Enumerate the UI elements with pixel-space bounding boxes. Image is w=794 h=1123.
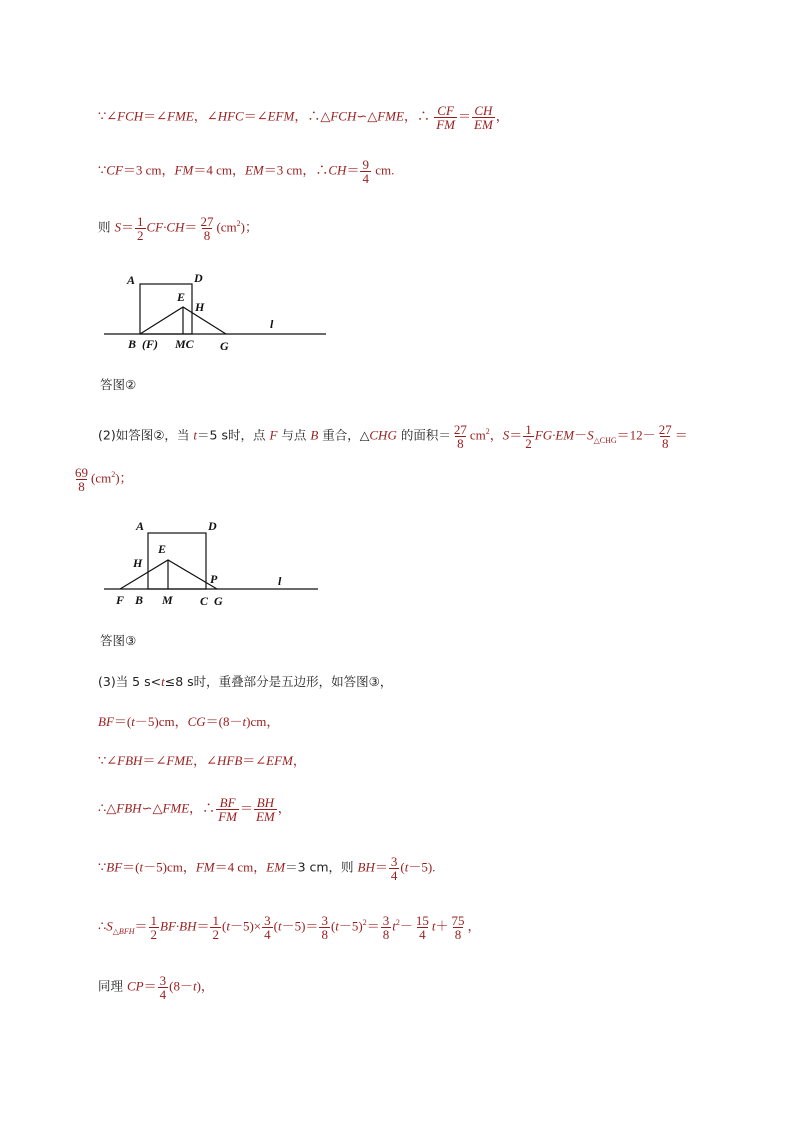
fraction xyxy=(434,104,457,131)
label-a: A xyxy=(136,519,145,533)
text: ＋ xyxy=(435,918,449,934)
numerator: 1 xyxy=(137,214,144,229)
fraction xyxy=(254,796,277,823)
text: ＝∠ xyxy=(243,108,268,124)
denominator: 8 xyxy=(78,479,85,494)
text: t xyxy=(431,918,436,934)
label-l: l xyxy=(270,317,274,331)
superscript: 2 xyxy=(362,918,367,928)
text: CF xyxy=(106,162,123,178)
denominator: 2 xyxy=(212,927,219,942)
fraction xyxy=(657,423,674,450)
text: ， xyxy=(277,800,291,816)
text: CP xyxy=(126,978,144,994)
subscript: △CHG xyxy=(593,436,617,446)
text: ＝( xyxy=(122,859,140,875)
figure-3-caption: 答图③ xyxy=(100,633,137,648)
denominator: 8 xyxy=(203,228,211,243)
fraction xyxy=(360,158,371,185)
part-3-line-2 xyxy=(98,713,279,731)
text: FCH xyxy=(330,108,357,124)
numerator: 3 xyxy=(321,913,328,928)
text: 重合，△ xyxy=(318,427,370,443)
label-c: C xyxy=(200,594,209,608)
figure-3 xyxy=(100,515,330,614)
text: ＝5 s时，点 xyxy=(197,427,270,443)
part-3-line-6 xyxy=(98,914,481,941)
text: ＝ xyxy=(374,859,388,875)
text: )； xyxy=(240,219,258,235)
text: ，∴ xyxy=(403,108,430,124)
text: )， xyxy=(196,978,214,994)
fraction xyxy=(135,215,146,242)
text: EM xyxy=(244,162,264,178)
denominator: 4 xyxy=(419,927,426,942)
text: B xyxy=(310,427,319,443)
fraction xyxy=(210,914,221,941)
text: FG·EM xyxy=(534,427,575,443)
numerator: 15 xyxy=(415,913,429,928)
text: ， xyxy=(467,918,481,934)
text: ＝4 cm， xyxy=(193,162,245,178)
denominator: 2 xyxy=(137,228,144,243)
text: ， xyxy=(495,108,509,124)
numerator: 3 xyxy=(159,973,167,988)
text: ，∴ xyxy=(189,800,216,816)
superscript: 2 xyxy=(395,918,400,928)
text: S xyxy=(502,427,510,443)
denominator: FM xyxy=(218,809,237,824)
text: ∴△ xyxy=(98,800,117,816)
square-abcd xyxy=(148,533,206,589)
denominator: 8 xyxy=(321,927,328,942)
text: BH xyxy=(357,859,375,875)
text: ∵ xyxy=(98,162,107,178)
text: (2)如答图②，当 xyxy=(98,427,194,443)
text: －5). xyxy=(408,859,436,875)
label-b: B xyxy=(128,337,137,351)
label-e: E xyxy=(177,290,186,304)
fraction xyxy=(381,914,392,941)
label-f: (F) xyxy=(142,337,158,351)
text: ＝3 cm，则 xyxy=(285,859,358,875)
text: (cm xyxy=(91,470,112,486)
text: ＝ xyxy=(134,918,148,934)
text: － xyxy=(399,918,413,934)
label-p: P xyxy=(210,572,218,586)
text: ＝4 cm， xyxy=(214,859,267,875)
fraction xyxy=(73,466,90,493)
numerator: 75 xyxy=(451,913,465,928)
label-e: E xyxy=(158,542,167,556)
text: (3)当 5 s< xyxy=(98,674,162,689)
text: －5) xyxy=(338,918,363,934)
text: t xyxy=(277,918,282,934)
figure-2-diagram xyxy=(100,266,330,356)
fraction xyxy=(262,914,273,941)
text: t xyxy=(193,427,198,443)
numerator: 1 xyxy=(212,913,219,928)
text: FM xyxy=(174,162,194,178)
numerator: 27 xyxy=(658,422,672,437)
part-3-line-5 xyxy=(98,855,435,882)
text: FBH xyxy=(116,800,142,816)
fraction xyxy=(198,215,215,242)
label-d: D xyxy=(208,519,217,533)
numerator: 1 xyxy=(525,422,532,437)
numerator: 69 xyxy=(75,465,88,480)
text: S xyxy=(114,219,121,235)
superscript: 2 xyxy=(485,427,490,437)
numerator: 9 xyxy=(362,157,369,172)
text: cm xyxy=(469,427,486,443)
numerator: 27 xyxy=(453,422,467,437)
numerator: 3 xyxy=(382,913,390,928)
text: F xyxy=(269,427,278,443)
denominator: 8 xyxy=(661,436,669,451)
numerator: BF xyxy=(219,795,236,810)
text: EFM xyxy=(266,753,293,768)
text: ∴ xyxy=(98,918,107,934)
text: CH xyxy=(328,162,347,178)
label-a: A xyxy=(127,273,136,287)
text: ( xyxy=(221,918,227,934)
label-h: H xyxy=(195,300,205,314)
text: t xyxy=(139,859,144,875)
label-h: H xyxy=(133,556,143,570)
text: ＝( xyxy=(113,714,132,729)
text: ＝12－ xyxy=(616,427,656,443)
numerator: BH xyxy=(256,795,275,810)
text: ∽△ xyxy=(141,800,163,816)
fraction xyxy=(472,104,495,131)
denominator: 2 xyxy=(525,436,532,451)
figure-2 xyxy=(100,266,330,360)
text: －5)cm， xyxy=(134,714,188,729)
text: BF xyxy=(106,859,123,875)
fraction xyxy=(523,423,534,450)
part-3-line-4 xyxy=(98,796,291,823)
text: )cm， xyxy=(246,714,280,729)
text: BF·BH xyxy=(160,918,197,934)
text: ＝ xyxy=(196,918,210,934)
label-mc: MC xyxy=(175,337,194,351)
text: ＝ xyxy=(120,219,134,235)
text: ＝ xyxy=(239,800,253,816)
text: t xyxy=(226,918,230,934)
text: S xyxy=(106,918,113,934)
text: 的面积＝ xyxy=(396,427,451,443)
text: cm. xyxy=(371,162,395,178)
denominator: 8 xyxy=(382,927,390,942)
fraction xyxy=(452,423,469,450)
text: FCH xyxy=(117,108,144,124)
text: －5)× xyxy=(229,918,262,934)
label-m: M xyxy=(162,593,173,607)
denominator: 4 xyxy=(264,927,271,942)
text: ∵∠ xyxy=(98,753,118,768)
denominator: 8 xyxy=(457,436,464,451)
text: ，∴△ xyxy=(294,108,331,124)
fraction xyxy=(216,796,239,823)
text: ＝(8－ xyxy=(205,714,243,729)
label-d: D xyxy=(194,271,203,285)
text: 则 xyxy=(98,219,115,235)
label-g: G xyxy=(220,339,229,353)
denominator: 4 xyxy=(362,171,369,186)
figure-3-diagram xyxy=(100,515,330,610)
text: FME xyxy=(377,108,404,124)
numerator: 27 xyxy=(200,214,214,229)
proof-line-3 xyxy=(98,215,258,242)
part-2-line-1 xyxy=(98,423,688,450)
part-3-line-7 xyxy=(98,974,214,1001)
fraction xyxy=(149,914,160,941)
label-l: l xyxy=(278,574,282,588)
text: ＝ xyxy=(457,108,471,124)
text: ＝ xyxy=(143,978,157,994)
text: 与点 xyxy=(277,427,311,443)
text: EFM xyxy=(267,108,295,124)
text: FM xyxy=(195,859,215,875)
proof-line-2 xyxy=(98,158,394,185)
text: FME xyxy=(167,108,194,124)
proof-line-1 xyxy=(98,104,509,131)
text: ＝∠ xyxy=(142,753,167,768)
text: ∵ xyxy=(98,859,107,875)
text: CG xyxy=(187,714,206,729)
text: FME xyxy=(162,800,190,816)
text: EM xyxy=(266,859,286,875)
label-b: B xyxy=(135,593,144,607)
text: HFC xyxy=(217,108,244,124)
text: －5)cm， xyxy=(143,859,196,875)
text: HFB xyxy=(216,753,243,768)
text: t xyxy=(161,674,165,689)
denominator: FM xyxy=(436,117,455,132)
text: )； xyxy=(115,470,133,486)
text: t xyxy=(392,918,396,934)
text: ＝∠ xyxy=(242,753,267,768)
label-g: G xyxy=(214,594,223,608)
denominator: 4 xyxy=(390,868,398,883)
figure-2-caption: 答图② xyxy=(100,377,137,392)
text: ∵∠ xyxy=(98,108,118,124)
text: t xyxy=(404,859,409,875)
denominator: EM xyxy=(474,117,493,132)
text: FME xyxy=(166,753,194,768)
fraction xyxy=(389,855,400,882)
text: ( xyxy=(400,859,405,875)
numerator: CH xyxy=(474,103,493,118)
part-3-line-3 xyxy=(98,752,306,770)
text: ，∠ xyxy=(193,108,218,124)
denominator: 2 xyxy=(150,927,157,942)
text: t xyxy=(131,714,135,729)
denominator: 8 xyxy=(454,927,462,942)
text: CHG xyxy=(369,427,397,443)
text: ＝3 cm，∴ xyxy=(263,162,329,178)
fraction xyxy=(414,914,431,941)
text: ＝ xyxy=(509,427,523,443)
text: t xyxy=(335,918,339,934)
denominator: 4 xyxy=(159,987,167,1002)
numerator: 1 xyxy=(150,913,157,928)
label-f: F xyxy=(116,593,125,607)
fraction xyxy=(450,914,467,941)
superscript: 2 xyxy=(111,470,116,480)
text: ， xyxy=(489,427,503,443)
text: ，∠ xyxy=(193,753,217,768)
text: ， xyxy=(292,753,306,768)
text: S xyxy=(587,427,594,443)
text: ∽△ xyxy=(356,108,378,124)
fraction xyxy=(319,914,330,941)
numerator: 3 xyxy=(264,913,271,928)
part-2-line-2 xyxy=(72,466,133,493)
text: ＝ xyxy=(366,918,380,934)
text: ＝ xyxy=(184,219,198,235)
text: t xyxy=(242,714,247,729)
text: CF·CH xyxy=(146,219,185,235)
text: ＝ xyxy=(674,427,688,443)
numerator: 3 xyxy=(390,854,398,869)
text: －5)＝ xyxy=(281,918,319,934)
subscript: △BFH xyxy=(112,927,135,937)
text: (cm xyxy=(216,219,237,235)
text: (8－ xyxy=(169,978,193,994)
denominator: EM xyxy=(255,809,275,824)
text: t xyxy=(192,978,197,994)
text: ( xyxy=(273,918,278,934)
text: ＝∠ xyxy=(143,108,168,124)
part-3-intro xyxy=(98,673,392,691)
fraction xyxy=(158,974,169,1001)
text: ( xyxy=(330,918,336,934)
text: ＝3 cm， xyxy=(122,162,175,178)
numerator: CF xyxy=(437,103,454,118)
text: BF xyxy=(98,714,114,729)
text: ＝ xyxy=(346,162,360,178)
text: FBH xyxy=(117,753,143,768)
superscript: 2 xyxy=(236,219,241,229)
text: － xyxy=(574,427,588,443)
text: ≤8 s时，重叠部分是五边形，如答图③， xyxy=(164,674,393,689)
text: 同理 xyxy=(98,978,127,994)
